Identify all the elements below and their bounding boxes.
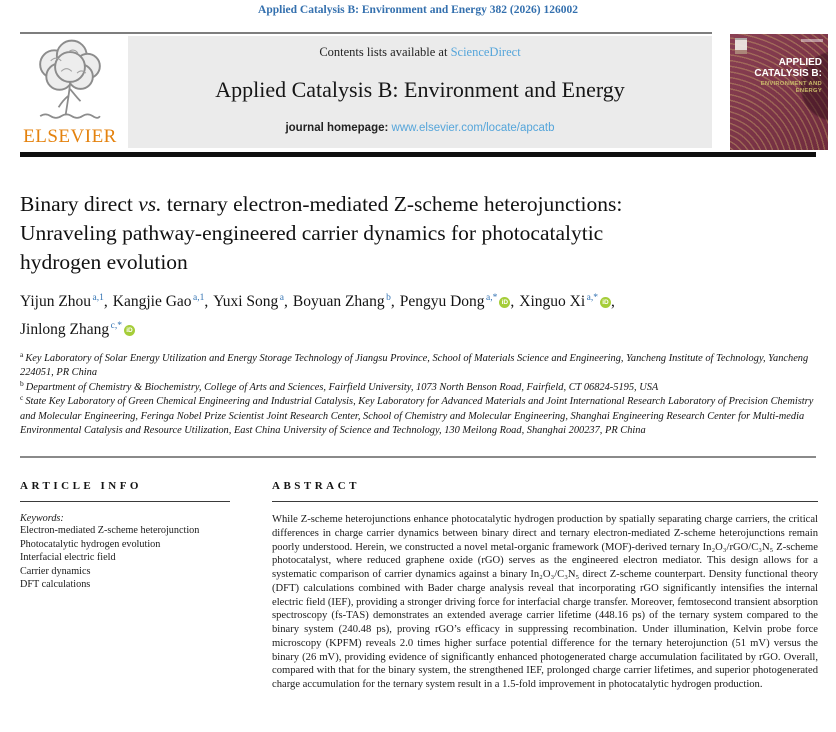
author-affil-ref: a,* xyxy=(586,293,598,303)
header-top-rule xyxy=(20,32,712,34)
affiliation-label: b xyxy=(20,378,24,388)
homepage-url-link[interactable]: www.elsevier.com/locate/apcatb xyxy=(391,122,555,134)
sciencedirect-link[interactable]: ScienceDirect xyxy=(450,45,521,59)
affiliation xyxy=(20,378,820,395)
abstract-rule xyxy=(272,501,818,502)
article-title xyxy=(20,190,824,277)
affiliation-label: a xyxy=(20,350,24,359)
author-affil-ref: a,* xyxy=(486,293,498,303)
keyword: Interfacial electric field xyxy=(20,552,116,564)
elsevier-wordmark: ELSEVIER xyxy=(23,126,117,147)
affiliation xyxy=(20,352,820,381)
author-name: Jinlong Zhang xyxy=(20,321,110,338)
keyword: Electron-mediated Z-scheme heterojunction xyxy=(20,525,200,536)
keyword: Photocatalytic hydrogen evolution xyxy=(20,538,161,550)
homepage-label: journal homepage: xyxy=(285,122,392,134)
journal-cover-thumbnail[interactable] xyxy=(730,34,828,150)
contents-prefix: Contents lists available at xyxy=(319,45,451,59)
author-name: Xinguo Xi xyxy=(519,293,586,310)
affiliation-text: Department of Chemistry & Biochemistry, College of Arts and Sciences, Fairfield University, 1073 North Benson Road, Fairfield, CT 06824-5195, USA xyxy=(25,381,659,393)
article-title-line1: Binary direct vs. ternary electron-mediated Z-scheme heterojunctions: xyxy=(20,192,623,216)
affiliation-text: Key Laboratory of Solar Energy Utilization and Energy Storage Technology of Jiangsu Province, School of Materials Science and Engineering, Yancheng Institute of Technology, Yancheng 224051, PR China xyxy=(20,353,809,379)
affiliation-text: State Key Laboratory of Green Chemical Engineering and Industrial Catalysis, Key Laboratory for Advanced Materials and Joint International Research Laboratory of Precision Chemistry and Molecular Engineering, Feringa Nobel Prize Scientist Joint Research Center, School of Chemistry and Molecular Engineering, Shanghai Engineering Research Center for Multi-media Environmental Catalysis and Resource Utilization, East China University of Science and Technology, 130 Meilong Road, Shanghai 200237, PR China xyxy=(20,396,814,437)
author: Kangjie Gao $^{a,1}$, xyxy=(112,293,209,310)
cover-elsevier-mark-icon xyxy=(735,38,747,54)
author-list xyxy=(20,289,826,345)
article-title-line3: hydrogen evolution xyxy=(20,250,188,274)
abstract-text: While Z-scheme heterojunctions enhance photocatalytic hydrogen production by spatially separating charge carriers, the critical differences in charge carrier dynamics between binary direct and ternary electron-mediated Z-scheme heterojunctions remain poorly understood. Herein, we constructed a novel metal-organic framework (MOF)-derived ternary In₂O₃/rGO/C₃N₅ Z-scheme photocatalyst, where reduced graphene oxide (rGO) serves as the engineered electron mediator. This design allows for a systematic comparison of carrier dynamics against a binary In₂O₃/C₃N₅ direct Z-scheme counterpart. Density functional theory (DFT) calculations combined with Bader charge analysis reveal that incorporating rGO significantly intensifies the internal electric field (IEF), providing a stronger driving force for interfacial charge transfer. Moreover, femtosecond transient absorption spectroscopy (fs-TAS) demonstrates an extended average carrier lifetime (448.16 ps) of the ternary system compared to the binary system (240.48 ps), proving rGO’s efficacy in suppressing recombination. Under illumination, Kelvin probe force microscopy (KPFM) reveals 2.0 times higher surface potential difference for the ternary heterojunction (51 mV) versus the binary (26 mV), providing evidence of significantly enhanced photogenerated charge accumulation facilitated by rGO. Overall, compared with that for the binary system, the strengthened IEF, prolonged charge carrier lifetimes, and superior photogenerated charge accumulation for the ternary system result in a 1.5-fold improvement in photocatalytic hydrogen production. xyxy=(272,514,818,690)
elsevier-logo xyxy=(16,38,124,150)
article-info-section xyxy=(20,480,252,592)
abstract-section xyxy=(272,480,818,692)
masthead-bottom-rule xyxy=(20,152,816,157)
orcid-icon[interactable]: iD xyxy=(600,297,611,308)
author: Xinguo Xi $^{a,*}$ iD , xyxy=(519,293,615,310)
author-name: Boyuan Zhang xyxy=(292,293,385,310)
author-name: Yuxi Song xyxy=(213,293,279,310)
author-affil-ref: a,1 xyxy=(193,293,205,303)
journal-title: Applied Catalysis B: Environment and Energy xyxy=(215,77,625,102)
orcid-icon[interactable]: iD xyxy=(499,297,510,308)
author: Yijun Zhou $^{a,1}$, xyxy=(20,293,108,310)
author-affil-ref: b xyxy=(386,293,391,303)
author-name: Pengyu Dong xyxy=(399,293,485,310)
article-title-line2: Unraveling pathway-engineered carrier dynamics for photocatalytic xyxy=(20,221,604,245)
contents-line xyxy=(128,45,712,60)
article-info-rule xyxy=(20,501,230,502)
section-divider-rule xyxy=(20,456,816,458)
cover-title: APPLIED CATALYSIS B: xyxy=(754,57,822,79)
author-affil-ref: a xyxy=(279,293,284,303)
article-info-heading: ARTICLE INFO xyxy=(20,480,142,492)
author xyxy=(20,321,135,338)
keyword: Carrier dynamics xyxy=(20,565,91,577)
author-affil-ref: c,* xyxy=(110,321,122,331)
affiliation-list xyxy=(20,352,820,438)
journal-masthead xyxy=(128,36,712,148)
affiliation xyxy=(20,395,820,438)
author: Pengyu Dong $^{a,*}$ iD , xyxy=(399,293,515,310)
keyword: DFT calculations xyxy=(20,579,91,591)
author-affil-ref: a,1 xyxy=(92,293,104,303)
author-name: Yijun Zhou xyxy=(20,293,92,310)
cover-issn-microtext xyxy=(801,39,823,42)
abstract-heading: ABSTRACT xyxy=(272,480,360,492)
homepage-line xyxy=(128,122,712,134)
affiliation-label: c xyxy=(20,393,24,403)
author: Yuxi Song $^a$, xyxy=(213,293,288,310)
author: Boyuan Zhang $^b$, xyxy=(292,293,395,310)
keywords-label: Keywords: xyxy=(20,513,64,524)
page-citation: Applied Catalysis B: Environment and Energy 382 (2026) 126002 xyxy=(258,4,578,16)
author-name: Kangjie Gao xyxy=(112,293,192,310)
cover-subtitle: ENVIRONMENT AND ENERGY xyxy=(760,81,822,94)
vs-italic: vs. xyxy=(138,192,162,216)
orcid-icon[interactable]: iD xyxy=(124,325,135,336)
elsevier-tree-icon xyxy=(16,38,124,124)
